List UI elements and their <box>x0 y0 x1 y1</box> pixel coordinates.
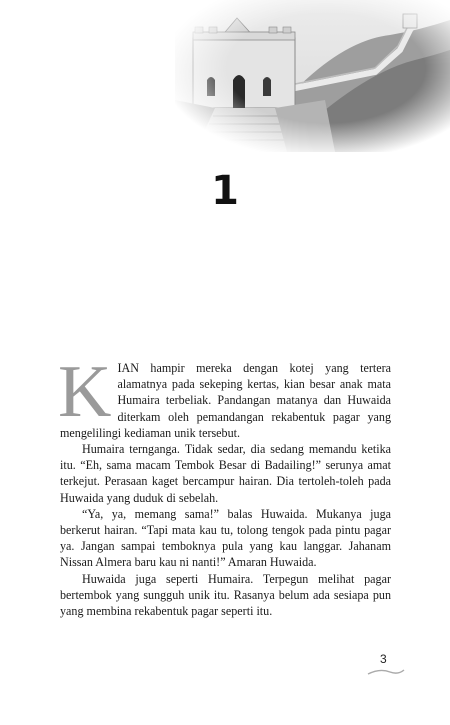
page-flourish-ornament <box>366 666 406 678</box>
paragraph-2: Humaira terngangа. Tidak sedar, dia sedang memandu ketika itu. “Eh, sama macam Tembok Besar di Badailing!” serunya amat terkejut. Perasaan kaget bercampur hairan. Dia tertoleh-toleh pada Huwaida yang duduk di sebelah. <box>60 442 391 505</box>
paragraph-3: “Ya, ya, memang sama!” balas Huwaida. Mukanya juga berkerut hairan. “Tapi mata kau tu, tolong tengok pada pintu pagar ya. Jangan sampai temboknya pula yang kau langgar. Jahanam Nissan Almera baru kau ni nanti!” Amaran Huwaida. <box>60 506 391 570</box>
page-number: 3 <box>380 652 387 666</box>
chapter-body <box>58 351 391 619</box>
great-wall-photo <box>175 0 450 152</box>
paragraph-1-text: IAN hampir mereka dengan kotej yang tertera alamatnya pada sekeping kertas, kian besar anak mata Humaira terbeliak. Pandangan matanya dan Huwaida diterkam oleh pemandangan rekabentuk pagar yang mengelilingi kediaman unik tersebut. <box>60 361 391 440</box>
paragraph-1 <box>58 351 391 441</box>
drop-cap: K <box>58 351 112 433</box>
chapter-number: 1 <box>211 168 239 214</box>
paragraph-4: Huwaida juga seperti Humaira. Terpegun melihat pagar bertembok yang sungguh unik itu. Rasanya belum ada sesiapa pun yang membina rekabentuk pagar seperti itu. <box>60 571 391 619</box>
